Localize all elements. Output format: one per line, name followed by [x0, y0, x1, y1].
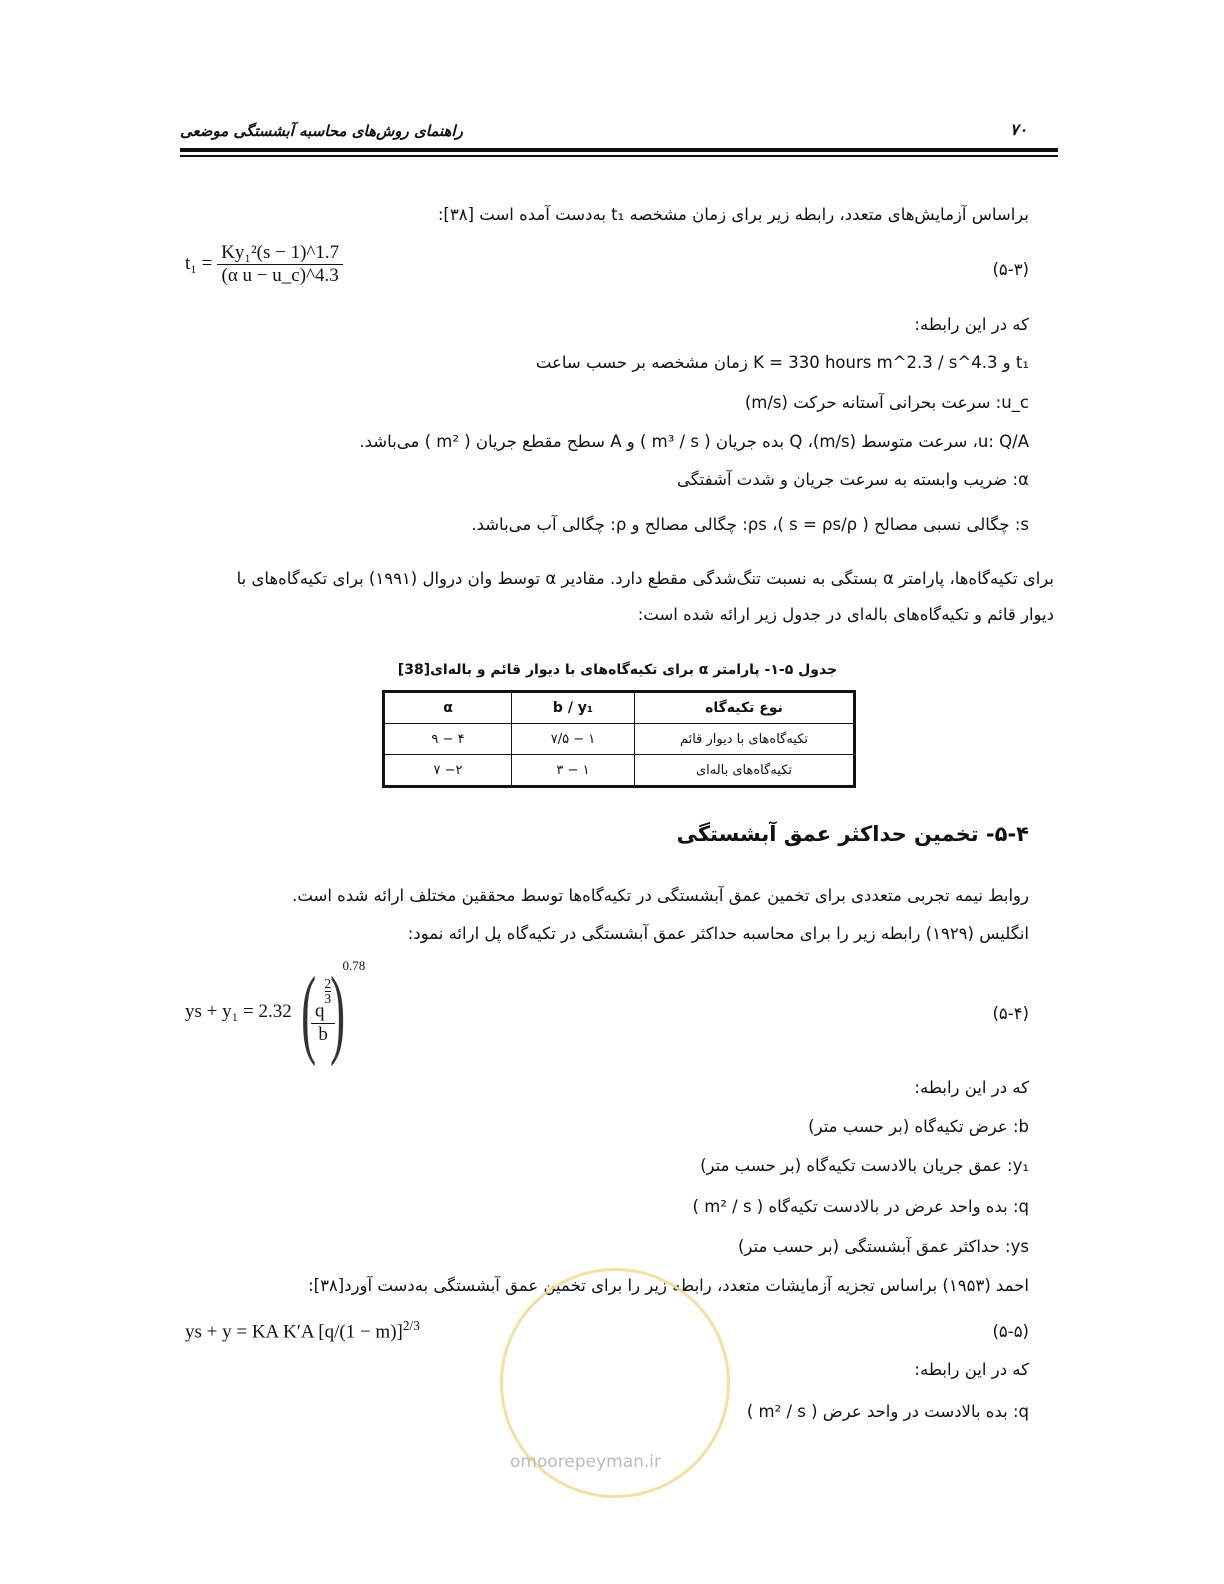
definition-u: u: Q/A، سرعت متوسط (m/s)، Q بده جریان ( m³ / s ) و A سطح مقطع جریان ( m² ) می‌باشد.: [359, 432, 1029, 451]
equation-5-5: [185, 1318, 420, 1343]
definition-ys: ys: حداکثر عمق آبشستگی (بر حسب متر): [737, 1237, 1029, 1256]
eq3-lhs: t₁ =: [185, 252, 213, 274]
equation-number-5-5: (۵-۵): [992, 1322, 1029, 1341]
equation-5-4: [185, 955, 366, 1068]
definition-t1-k: t₁ و K = 330 hours m^2.3 / s^4.3 زمان مشخصه بر حسب ساعت: [535, 353, 1029, 372]
where-label-1: که در این رابطه:: [914, 315, 1029, 334]
eq4-exp-num: 2: [324, 976, 332, 992]
paragraph-alpha-line1: برای تکیه‌گاه‌ها، پارامتر α بستگی به نسبت تنگ‌شدگی مقطع دارد. مقادیر α توسط وان دروال (۱۹۹۱) برای تکیه‌گاه‌های با: [236, 569, 1054, 588]
paragraph-intro-t1: براساس آزمایش‌های متعدد، رابطه زیر برای زمان مشخصه t₁ به‌دست آمده است [۳۸]:: [437, 205, 1029, 224]
eq4-q: q: [315, 1000, 325, 1022]
page-number: ۷۰: [1010, 120, 1028, 139]
paragraph-alpha-line2: دیوار قائم و تکیه‌گاه‌های باله‌ای در جدول زیر ارائه شده است:: [637, 605, 1054, 624]
header-b-over-y1: b / y₁: [512, 692, 635, 724]
eq4-left-paren: (: [300, 955, 316, 1067]
eq3-denominator: (α u − u_c)^4.3: [221, 265, 339, 286]
paragraph-semi-empirical: روابط نیمه تجربی متعددی برای تخمین عمق آبشستگی در تکیه‌گاه‌ها توسط محققین مختلف ارائه شده است.: [292, 886, 1029, 905]
equation-5-3: [185, 242, 343, 287]
eq4-exp-den: 3: [324, 990, 332, 1006]
paragraph-ahmad: احمد (۱۹۵۳) براساس تجزیه آزمایشات متعدد، رابطه زیر را برای تخمین عمق آبشستگی به‌دست آورد[۳۸]:: [308, 1276, 1029, 1295]
eq5-body: ys + y = KA K′A [q/(1 − m)]: [185, 1321, 403, 1343]
table-caption: جدول ۵-۱- پارامتر α برای تکیه‌گاه‌های با دیوار قائم و باله‌ای[38]: [397, 662, 838, 678]
definition-q: q: بده واحد عرض در بالادست تکیه‌گاه ( m² / s ): [692, 1197, 1029, 1216]
header-alpha: α: [384, 692, 512, 724]
definition-q-upstream: q: بده بالادست در واحد عرض ( m² / s ): [746, 1402, 1029, 1421]
equation-number-5-4: (۵-۴): [992, 1004, 1029, 1023]
table-row: [384, 755, 855, 787]
table-cell: ۱ − ۳: [512, 755, 635, 787]
eq3-fraction: [217, 242, 343, 287]
where-label-2: که در این رابطه:: [914, 1078, 1029, 1097]
definition-alpha: α: ضریب وابسته به سرعت جریان و شدت آشفتگی: [676, 470, 1029, 489]
running-header-title: راهنمای روش‌های محاسبه آبشستگی موضعی: [180, 122, 463, 140]
eq4-exponent: 0.78: [342, 958, 366, 973]
header-rule-thick: [180, 148, 1058, 152]
eq4-denominator: b: [318, 1023, 328, 1045]
table-cell: تکیه‌گاه‌های با دیوار قائم: [635, 724, 855, 755]
where-label-3: که در این رابطه:: [914, 1360, 1029, 1379]
watermark-url: omoorepeyman.ir: [510, 1452, 662, 1472]
table-header-row: [384, 692, 855, 724]
section-heading: ۵-۴- تخمین حداکثر عمق آبشستگی: [676, 822, 1029, 846]
table-cell: ۲− ۷: [384, 755, 512, 787]
definition-y1: y₁: عمق جریان بالادست تکیه‌گاه (بر حسب متر): [700, 1156, 1029, 1175]
definition-uc: u_c: سرعت بحرانی آستانه حرکت (m/s): [744, 393, 1029, 412]
header-rule-thin: [180, 155, 1058, 157]
alpha-table: [382, 690, 856, 788]
definition-s: s: چگالی نسبی مصالح ( s = ρs/ρ )، ρs: چگالی مصالح و ρ: چگالی آب می‌باشد.: [471, 515, 1029, 534]
eq4-right-paren: ): [330, 955, 346, 1067]
table-row: [384, 724, 855, 755]
definition-b: b: عرض تکیه‌گاه (بر حسب متر): [808, 1117, 1029, 1136]
paragraph-inglis: انگلیس (۱۹۲۹) رابطه زیر را برای محاسبه حداکثر عمق آبشستگی در تکیه‌گاه پل ارائه نمود:: [407, 924, 1029, 943]
equation-number-5-3: (۵-۳): [992, 260, 1029, 279]
header-abutment-type: نوع تکیه‌گاه: [635, 692, 855, 724]
eq4-lhs: ys + y₁ = 2.32: [185, 1000, 292, 1022]
eq3-numerator: Ky₁²(s − 1)^1.7: [217, 242, 343, 265]
eq5-exponent: 2/3: [402, 1318, 420, 1333]
table-cell: ۴ − ۹: [384, 724, 512, 755]
table-cell: ۱ − ۷/۵: [512, 724, 635, 755]
table-cell: تکیه‌گاه‌های باله‌ای: [635, 755, 855, 787]
